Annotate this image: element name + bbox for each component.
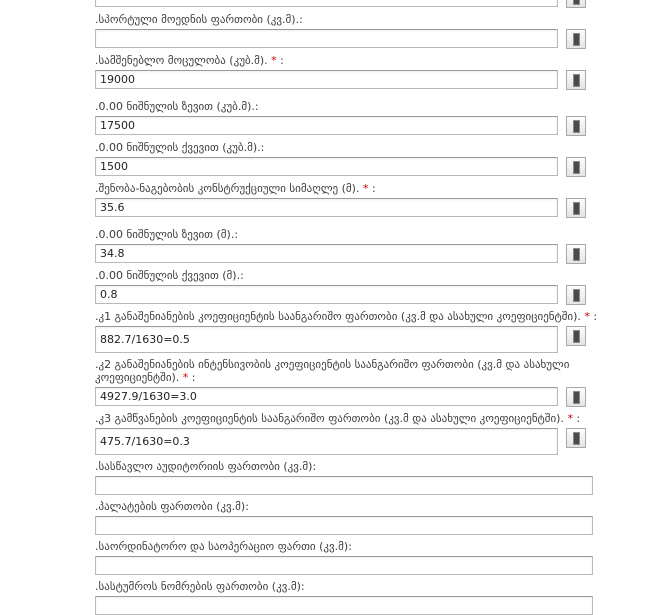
field-label: [95, 412, 652, 425]
field-label: [95, 269, 652, 282]
field-hotel-rooms-area: [95, 580, 652, 615]
field-label-text: .პალატების ფართობი (კვ.მ):: [95, 500, 249, 513]
field-label-text: .საორდინატორო და საოპერაციო ფართი (კვ.მ):: [95, 540, 352, 553]
field-input[interactable]: [95, 70, 558, 89]
info-button[interactable]: [566, 326, 586, 346]
field-input[interactable]: [95, 116, 558, 135]
field-label: [95, 500, 652, 513]
info-icon: [573, 74, 580, 87]
info-button[interactable]: [566, 157, 586, 177]
field-label-colon: :: [368, 182, 376, 195]
field-input[interactable]: [95, 0, 558, 7]
field-label-text: .კ2 განაშენიანების ინტენსივობის კოეფიციენტის საანგარიშო ფართობი (კვ.მ და ასახული კოეფიციენტში).: [95, 358, 570, 384]
field-above-zero-m: [95, 228, 652, 264]
field-classroom-area: [95, 460, 652, 495]
field-input[interactable]: [95, 157, 558, 176]
field-input[interactable]: [95, 198, 558, 217]
field-construction-volume: [95, 54, 652, 90]
info-icon: [573, 202, 580, 215]
info-icon: [573, 289, 580, 302]
info-button[interactable]: [566, 70, 586, 90]
field-below-zero-cubm: [95, 141, 652, 177]
info-icon: [573, 432, 580, 445]
field-label: [95, 540, 652, 553]
field-input[interactable]: [95, 285, 558, 304]
field-wards-area: [95, 500, 652, 535]
form-field-partial-top: [95, 0, 652, 8]
field-input[interactable]: [95, 244, 558, 263]
field-input[interactable]: [95, 556, 593, 575]
required-asterisk: *: [271, 54, 277, 67]
field-label: [95, 182, 652, 195]
field-label: [95, 580, 652, 593]
field-label-text: .სასწავლო აუდიტორიის ფართობი (კვ.მ):: [95, 460, 317, 473]
field-k2-coefficient: [95, 358, 652, 407]
required-asterisk: *: [182, 371, 189, 384]
required-asterisk: *: [567, 412, 573, 425]
info-icon: [573, 0, 580, 5]
field-input[interactable]: [95, 516, 593, 535]
field-label: [95, 13, 652, 26]
field-input[interactable]: [95, 476, 593, 495]
field-input[interactable]: [95, 596, 593, 615]
field-label-text: .კ3 გამწვანების კოეფიციენტის საანგარიშო ფართობი (კვ.მ და ასახული კოეფიციენტში).: [95, 412, 568, 425]
field-above-zero-cubm: [95, 100, 652, 136]
field-label: [95, 358, 573, 384]
info-button[interactable]: [566, 285, 586, 305]
info-button[interactable]: [566, 0, 586, 8]
field-label-colon: :: [188, 371, 196, 384]
field-label-text: .სასტუმროს ნომრების ფართობი (კვ.მ):: [95, 580, 305, 593]
field-label-colon: :: [572, 412, 581, 425]
required-asterisk: *: [362, 182, 369, 195]
info-button[interactable]: [566, 198, 586, 218]
field-label-text: .0.00 ნიშნულის ქვევით (კუბ.მ).:: [95, 141, 265, 154]
field-label-text: .სპორტული მოედნის ფართობი (კვ.მ).:: [95, 13, 303, 26]
field-label: [95, 100, 652, 113]
field-below-zero-m: [95, 269, 652, 305]
form-column: [95, 0, 652, 615]
field-label-text: .0.00 ნიშნულის ზევით (კუბ.მ).:: [95, 100, 259, 113]
info-icon: [573, 33, 580, 46]
field-label: [95, 460, 652, 473]
field-label-text: .შენობა-ნაგებობის კონსტრუქციული სიმაღლე (მ).: [95, 182, 363, 195]
required-asterisk: *: [584, 310, 590, 323]
info-icon: [573, 248, 580, 261]
field-k3-coefficient: [95, 412, 652, 455]
info-icon: [573, 391, 580, 404]
info-button[interactable]: [566, 244, 586, 264]
field-input[interactable]: [95, 387, 558, 406]
field-label-colon: :: [276, 54, 284, 67]
field-sports-field-area: [95, 13, 652, 49]
info-button[interactable]: [566, 428, 586, 448]
field-label-text: .0.00 ნიშნულის ქვევით (მ).:: [95, 269, 244, 282]
field-label: [95, 310, 652, 323]
field-label-colon: :: [589, 310, 598, 323]
info-button[interactable]: [566, 387, 586, 407]
info-button[interactable]: [566, 29, 586, 49]
info-button[interactable]: [566, 116, 586, 136]
field-ordinator-operating-area: [95, 540, 652, 575]
field-input[interactable]: [95, 428, 558, 455]
field-label: [95, 54, 652, 67]
field-label: [95, 228, 652, 241]
info-icon: [573, 120, 580, 133]
field-k1-coefficient: [95, 310, 652, 353]
field-label: [95, 141, 652, 154]
field-input[interactable]: [95, 326, 558, 353]
field-label-text: .სამშენებლო მოცულობა (კუბ.მ).: [95, 54, 272, 67]
field-input[interactable]: [95, 29, 558, 48]
field-structural-height: [95, 182, 652, 218]
field-label-text: .კ1 განაშენიანების კოეფიციენტის საანგარიშო ფართობი (კვ.მ და ასახული კოეფიციენტში).: [95, 310, 585, 323]
info-icon: [573, 330, 580, 343]
field-label-text: .0.00 ნიშნულის ზევით (მ).:: [95, 228, 239, 241]
info-icon: [573, 161, 580, 174]
